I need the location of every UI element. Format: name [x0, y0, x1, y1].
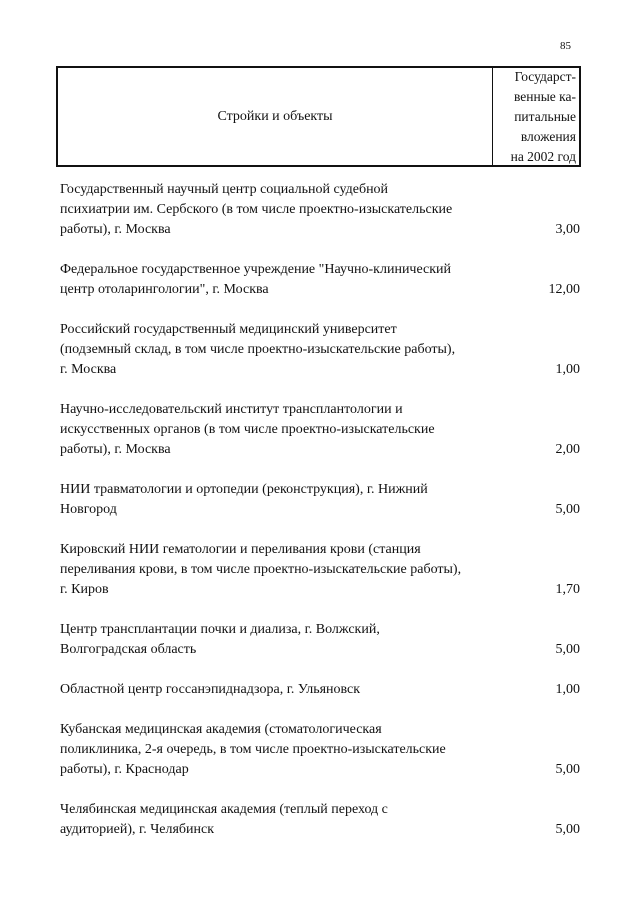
object-description	[60, 260, 500, 300]
header-investment-line: Государст-	[514, 68, 576, 84]
description-line: Научно-исследовательский институт трансплантологии и	[60, 402, 403, 417]
description-line: переливания крови, в том числе проектно-изыскательские работы),	[60, 562, 462, 577]
table-row	[60, 320, 580, 380]
header-investment-line: вложения	[520, 128, 576, 144]
description-line: Новгород	[60, 502, 117, 517]
header-objects-column: Стройки и объекты	[58, 68, 493, 165]
investment-value: 1,00	[555, 682, 580, 697]
table-row	[60, 680, 580, 700]
object-description	[60, 180, 500, 240]
description-line: аудиторией), г. Челябинск	[60, 822, 215, 837]
investment-value: 12,00	[548, 282, 580, 297]
investment-value: 2,00	[555, 442, 580, 457]
description-line: Волгоградская область	[60, 642, 197, 657]
description-line: (подземный склад, в том числе проектно-изыскательские работы),	[60, 342, 456, 357]
object-description	[60, 320, 500, 380]
header-investment-line: венные ка-	[513, 88, 576, 104]
description-line: Государственный научный центр социальной судебной	[60, 182, 389, 197]
investment-value: 5,00	[555, 642, 580, 657]
description-line: поликлиника, 2-я очередь, в том числе проектно-изыскательские	[60, 742, 446, 757]
table-row	[60, 480, 580, 520]
description-line: НИИ травматологии и ортопедии (реконструкция), г. Нижний	[60, 482, 428, 497]
description-line: Кировский НИИ гематологии и переливания крови (станция	[60, 542, 421, 557]
table-row	[60, 720, 580, 780]
table-row	[60, 540, 580, 600]
description-line: психиатрии им. Сербского (в том числе проектно-изыскательские	[60, 202, 453, 217]
table-row	[60, 800, 580, 840]
description-line: г. Киров	[60, 582, 109, 597]
description-line: работы), г. Краснодар	[60, 762, 189, 777]
description-line: Областной центр госсанэпиднадзора, г. Ульяновск	[60, 682, 361, 697]
description-line: Федеральное государственное учреждение "Научно-клинический	[60, 262, 452, 277]
description-line: центр отоларингологии", г. Москва	[60, 282, 269, 297]
page-number: 85	[560, 40, 571, 52]
description-line: работы), г. Москва	[60, 442, 171, 457]
description-line: Кубанская медицинская академия (стоматологическая	[60, 722, 382, 737]
table-row	[60, 400, 580, 460]
description-line: Российский государственный медицинский университет	[60, 322, 397, 337]
table-body	[60, 180, 580, 840]
description-line: работы), г. Москва	[60, 222, 171, 237]
object-description	[60, 680, 500, 700]
header-investment-line: питальные	[514, 108, 576, 124]
description-line: г. Москва	[60, 362, 117, 377]
object-description	[60, 400, 500, 460]
object-description	[60, 800, 500, 840]
description-line: Центр трансплантации почки и диализа, г. Волжский,	[60, 622, 380, 637]
investment-value: 5,00	[555, 762, 580, 777]
investment-value: 5,00	[555, 822, 580, 837]
description-line: искусственных органов (в том числе проектно-изыскательские	[60, 422, 435, 437]
header-investment-column	[493, 68, 579, 165]
investment-value: 1,70	[555, 582, 580, 597]
object-description	[60, 540, 500, 600]
description-line: Челябинская медицинская академия (теплый переход с	[60, 802, 388, 817]
table-row	[60, 180, 580, 240]
table-header	[56, 66, 581, 167]
investment-value: 5,00	[555, 502, 580, 517]
object-description	[60, 620, 500, 660]
object-description	[60, 480, 500, 520]
object-description	[60, 720, 500, 780]
investment-value: 3,00	[555, 222, 580, 237]
table-row	[60, 260, 580, 300]
investment-value: 1,00	[555, 362, 580, 377]
table-row	[60, 620, 580, 660]
header-investment-line: на 2002 год	[510, 148, 576, 164]
